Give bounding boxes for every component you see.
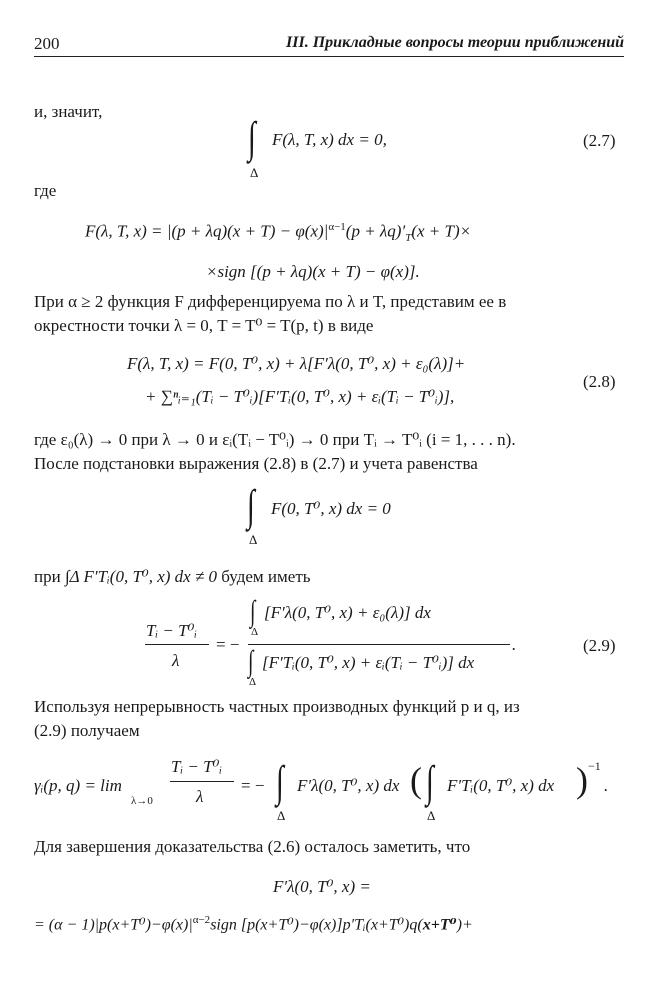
- gamma-close-paren: ): [576, 760, 588, 800]
- integral-sign-2-7: ∫: [248, 113, 256, 162]
- gamma-open-paren: (: [410, 760, 422, 800]
- gamma-equals: = −: [241, 776, 265, 795]
- eq-2-9-lhs-fraction-bar: [145, 644, 209, 645]
- F-definition-line-1: F(λ, T, $x) = |(p + \lambda q)(x + T) - \varphi(x)|^{\alpha-1}(p + \lambda q)'_T(x + T)\times$: [85, 221, 472, 245]
- gamma-delta-1: Δ: [277, 808, 286, 823]
- eq-2-9-period: .: [512, 635, 517, 654]
- equation-number-2-7: (2.7): [583, 131, 616, 150]
- page-number: 200: [34, 34, 60, 53]
- integral-zero-equation: F(0, T⁰, x) dx = 0: [271, 499, 391, 518]
- gamma-fraction-bar: [170, 781, 234, 782]
- paragraph-3-line-2: После подстановки выражения (2.8) в (2.7) и учета равенства: [34, 454, 478, 473]
- equation-2-8-line-2: + ∑ⁿᵢ₌₁(Tᵢ − T⁰ᵢ)[F′Tᵢ(0, T⁰, x) + εᵢ(Tᵢ − T⁰ᵢ)],: [145, 387, 455, 406]
- paragraph-4: при ∫Δ F′Tᵢ(0, T⁰, x) dx ≠ 0 будем иметь: [34, 567, 311, 586]
- eq-2-9-den-integral: ∫: [248, 645, 254, 678]
- eq-2-9-numerator: [F′λ(0, T⁰, x) + ε₀(λ)] dx: [264, 603, 431, 622]
- gamma-exponent: −1: [588, 759, 601, 773]
- final-equation-line-1: F′λ(0, T⁰, x) =: [273, 877, 371, 896]
- delta-sub-2-7: Δ: [250, 165, 259, 180]
- equation-number-2-9: (2.9): [583, 636, 616, 655]
- paragraph-5-line-2: (2.9) получаем: [34, 721, 140, 740]
- eq-2-9-num-delta: Δ: [251, 626, 259, 638]
- eq-2-9-num-integral: ∫: [250, 595, 256, 628]
- gamma-integral-1: ∫: [276, 757, 284, 806]
- gamma-integral-2-body: F′Tᵢ(0, T⁰, x) dx: [447, 776, 555, 795]
- gamma-integral-1-body: F′λ(0, T⁰, x) dx: [297, 776, 400, 795]
- paragraph-2-line-1: При α ≥ 2 функция F дифференцируема по λ и T, представим ее в: [34, 292, 507, 311]
- eq-2-9-lhs-numerator: Tᵢ − T⁰ᵢ: [146, 621, 198, 640]
- equation-2-8-line-1: F(λ, T, x) = F(0, T⁰, x) + λ[F′λ(0, T⁰, x) + ε₀(λ)]+: [127, 354, 466, 373]
- paragraph-6: Для завершения доказательства (2.6) осталось заметить, что: [34, 837, 471, 856]
- paragraph-and-so: и, значит,: [34, 102, 103, 121]
- eq-2-9-fraction-bar: [248, 644, 510, 645]
- gamma-fraction-denominator: λ: [196, 787, 204, 806]
- integral-sign-zero: ∫: [247, 481, 255, 530]
- eq-2-9-denominator: [F′Tᵢ(0, T⁰, x) + εᵢ(Tᵢ − T⁰ᵢ)] dx: [262, 653, 475, 672]
- gamma-lhs: γᵢ(p, q) = lim: [34, 776, 122, 795]
- eq-2-9-lhs-denominator: λ: [172, 651, 180, 670]
- eq-2-9-equals: = −: [216, 635, 240, 654]
- paragraph-3-line-1: где ε₀(λ) → 0 при λ → 0 и εᵢ(Tᵢ − T⁰ᵢ) → 0 при Tᵢ → T⁰ᵢ (i = 1, . . . n).: [34, 430, 516, 449]
- paragraph-5-line-1: Используя непрерывность частных производных функций p и q, из: [34, 697, 520, 716]
- gamma-integral-2: ∫: [426, 757, 434, 806]
- paragraph-2-line-2: окрестности точки λ = 0, T = T⁰ = T(p, t) в виде: [34, 316, 374, 335]
- gamma-delta-2: Δ: [427, 808, 436, 823]
- delta-sub-zero: Δ: [249, 532, 258, 547]
- running-title: III. Прикладные вопросы теории приближений: [286, 34, 624, 51]
- gamma-limit-subscript: λ→0: [131, 795, 153, 807]
- F-definition-line-2: ×sign [(p + λq)(x + T) − φ(x)].: [206, 262, 420, 281]
- eq-2-9-den-delta: Δ: [249, 676, 257, 688]
- equation-number-2-8: (2.8): [583, 372, 616, 391]
- gamma-period: .: [604, 776, 609, 795]
- final-equation-line-2: = $(\alpha - 1)|p(x+T^0)-\varphi(x)|^{\alpha-2}sign$ [p(x+T⁰)−φ(x)]p′Tᵢ(x+T⁰)q(x+T⁰)+: [34, 914, 473, 934]
- word-where: где: [34, 181, 57, 200]
- gamma-fraction-numerator: Tᵢ − T⁰ᵢ: [171, 757, 223, 776]
- header-rule: [34, 56, 624, 57]
- equation-2-7: F(λ, T, x) dx = 0,: [272, 130, 387, 149]
